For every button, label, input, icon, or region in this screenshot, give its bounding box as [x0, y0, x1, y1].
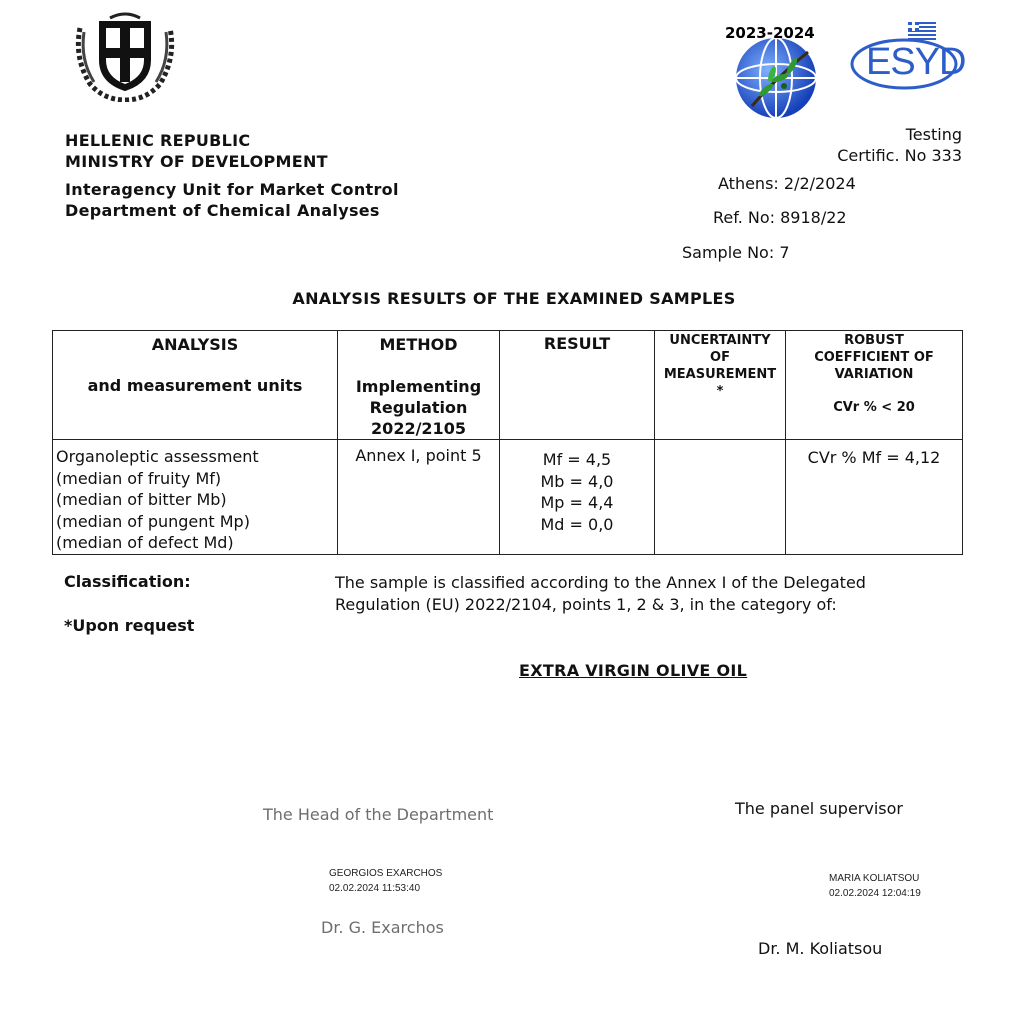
- greek-coat-of-arms-icon: [70, 8, 180, 102]
- ref-value: 8918/22: [780, 208, 847, 227]
- header-uncertainty-4: *: [716, 384, 724, 399]
- cell-uncertainty: [655, 440, 786, 555]
- header-analysis-title: ANALYSIS: [151, 335, 239, 354]
- classification-category: EXTRA VIRGIN OLIVE OIL: [519, 661, 748, 680]
- cell-result: [500, 440, 655, 555]
- classification-line: The sample is classified according to the Annex I of the Delegated: [335, 573, 866, 592]
- result-line: Mf = 4,5: [542, 450, 612, 469]
- header-method: [338, 331, 500, 440]
- signature-right-signer: MARIA KOLIATSOU: [829, 873, 920, 884]
- header-uncertainty: [655, 331, 786, 440]
- athens-value: 2/2/2024: [783, 174, 856, 193]
- header-robust-3: VARIATION: [834, 367, 914, 382]
- cell-analysis: [53, 440, 338, 555]
- header-method-regulation: Implementing Regulation 2022/2105: [355, 377, 482, 438]
- certification-line1: Testing: [905, 125, 962, 144]
- athens-label: Athens:: [718, 174, 779, 193]
- robust-value: CVr % Mf = 4,12: [807, 448, 941, 467]
- sample-number: [682, 243, 790, 262]
- header-robust: [786, 331, 963, 440]
- upon-request-note: *Upon request: [64, 616, 195, 635]
- ref-label: Ref. No:: [713, 208, 776, 227]
- header-uncertainty-2: OF: [710, 350, 730, 365]
- signature-right-timestamp: 02.02.2024 12:04:19: [829, 888, 921, 899]
- header-analysis-units: and measurement units: [87, 376, 303, 395]
- table-row: [53, 440, 963, 555]
- analysis-line: (median of pungent Mp): [56, 511, 250, 531]
- table-header-row: [53, 331, 963, 440]
- signature-left-timestamp: 02.02.2024 11:53:40: [329, 883, 421, 894]
- sample-label: Sample No:: [682, 243, 775, 262]
- result-line: Md = 0,0: [540, 514, 614, 534]
- analysis-line: (median of bitter Mb): [56, 490, 227, 509]
- classification-label: Classification:: [64, 572, 191, 591]
- certification-line2: Certific. No 333: [837, 146, 962, 165]
- header-republic: HELLENIC REPUBLIC: [65, 131, 251, 150]
- analysis-line: (median of defect Md): [56, 533, 234, 552]
- classification-text: [335, 572, 975, 615]
- signature-right-name: Dr. M. Koliatsou: [758, 939, 883, 958]
- header-unit: Interagency Unit for Market Control: [65, 180, 399, 199]
- header-uncertainty-1: UNCERTAINTY: [669, 333, 771, 348]
- results-table: [52, 330, 963, 555]
- esyd-logo-text: ESYD: [866, 41, 966, 83]
- signature-left-signer: GEORGIOS EXARCHOS: [329, 868, 443, 879]
- sample-value: 7: [779, 243, 790, 262]
- page-title: ANALYSIS RESULTS OF THE EXAMINED SAMPLES: [292, 289, 736, 308]
- signature-right-role: The panel supervisor: [735, 799, 903, 818]
- signature-left-role: The Head of the Department: [263, 805, 494, 824]
- header-method-title: METHOD: [379, 335, 458, 354]
- analysis-line: Organoleptic assessment: [56, 447, 259, 466]
- header-ministry: MINISTRY OF DEVELOPMENT: [65, 152, 328, 171]
- header-uncertainty-3: MEASUREMENT: [663, 367, 777, 382]
- cell-robust: [786, 440, 963, 555]
- header-result-title: RESULT: [543, 334, 611, 353]
- header-result: [500, 331, 655, 440]
- signature-left-name: Dr. G. Exarchos: [321, 918, 444, 937]
- classification-line: Regulation (EU) 2022/2104, points 1, 2 & 3, in the category of:: [335, 594, 837, 614]
- cell-method: [338, 440, 500, 555]
- header-robust-4: CVr % < 20: [833, 400, 915, 415]
- header-robust-2: COEFFICIENT OF: [814, 350, 934, 365]
- globe-years: 2023-2024: [725, 24, 815, 42]
- reference-number: [713, 208, 847, 227]
- analysis-line: (median of fruity Mf): [56, 468, 222, 488]
- method-value: Annex I, point 5: [355, 446, 482, 465]
- result-line: Mp = 4,4: [540, 493, 614, 512]
- header-department: Department of Chemical Analyses: [65, 201, 380, 220]
- header-robust-1: ROBUST: [844, 333, 904, 348]
- result-line: Mb = 4,0: [540, 471, 614, 491]
- athens-date: [718, 174, 856, 193]
- header-analysis: [53, 331, 338, 440]
